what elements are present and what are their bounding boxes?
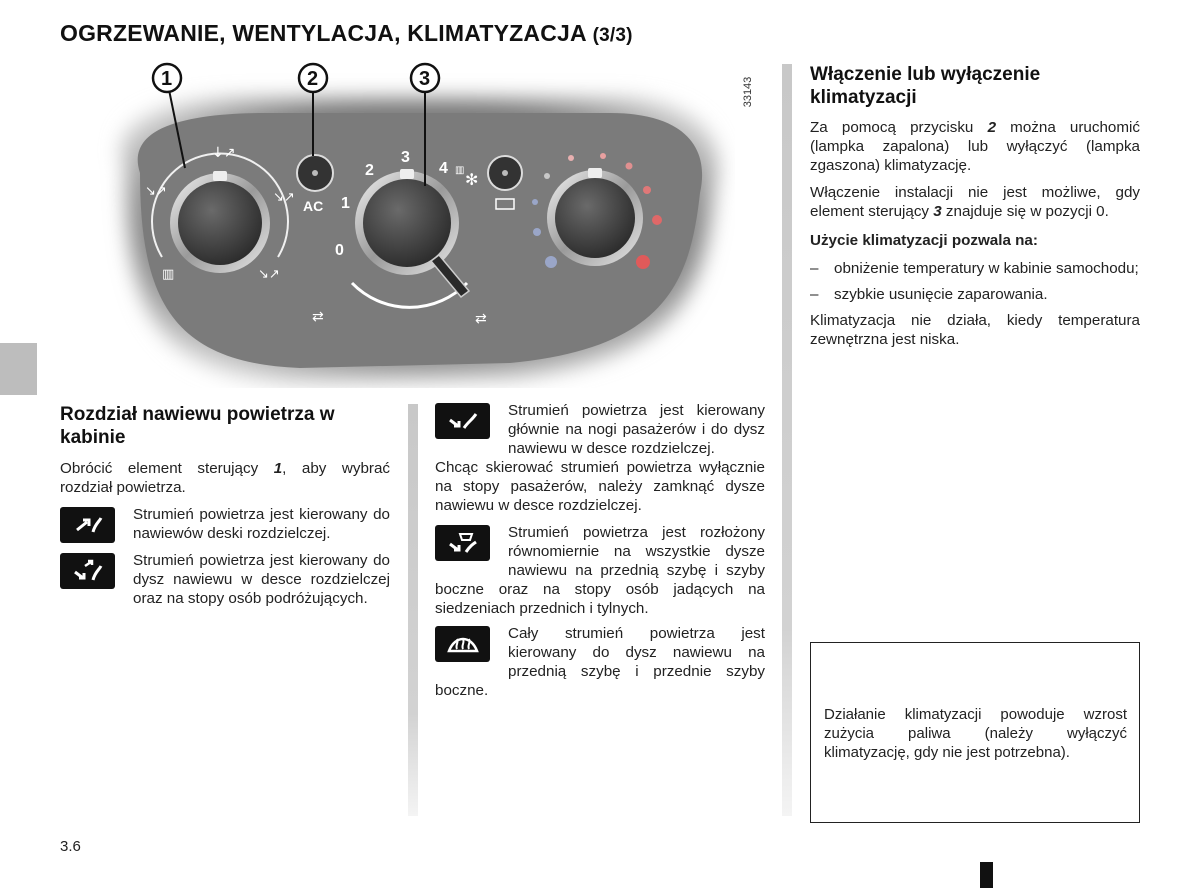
svg-text:⇄: ⇄ xyxy=(312,309,324,325)
list-item xyxy=(435,401,765,458)
list-item xyxy=(60,551,390,608)
callout-1-label: 1 xyxy=(161,68,173,90)
vent-feet-text: Strumień powietrza jest kierowany głównie na nogi pasażerów i do dysz nawiewu w desce rozdzielczej. xyxy=(508,402,765,457)
svg-text:↘↗: ↘↗ xyxy=(258,267,280,282)
list-item xyxy=(810,285,1140,304)
callout-3-label: 3 xyxy=(419,68,431,90)
page-number: 3.6 xyxy=(60,838,81,855)
callout-3 xyxy=(411,64,439,92)
vent-face-text: Strumień powietrza jest kierowany do nawiewów deski rozdzielczej. xyxy=(133,506,390,542)
svg-text:↘↗: ↘↗ xyxy=(145,184,167,199)
list-item xyxy=(810,259,1140,278)
climate-control-panel-illustration xyxy=(95,58,735,388)
bullet-dash: – xyxy=(810,286,819,303)
fan-speed-1: 1 xyxy=(341,195,350,212)
vent-face-feet-text: Strumień powietrza jest kierowany do dysz nawiewu w desce rozdzielczej oraz na stopy osób podróżujących. xyxy=(133,552,390,607)
callout-2-label: 2 xyxy=(307,68,319,90)
fan-speed-3: 3 xyxy=(401,149,410,166)
ref-control-2: 2 xyxy=(987,119,997,136)
chapter-side-tab xyxy=(0,343,37,395)
fuel-consumption-note xyxy=(810,642,1140,823)
svg-text:↘↗: ↘↗ xyxy=(273,190,295,205)
vent-windshield-feet-text: Strumień powietrza jest rozłożony równomiernie na wszystkie dysze nawiewu na przednią szybę i szyby boczne oraz na stopy osób jadących na siedzeniach przednich i tylnych. xyxy=(435,524,765,617)
corner-mark xyxy=(980,862,993,888)
fan-speed-0: 0 xyxy=(335,242,344,259)
ac-uses-subheading: Użycie klimatyzacji pozwala na: xyxy=(810,232,1038,249)
fan-speed-2: 2 xyxy=(365,162,374,179)
ref-control-1: 1 xyxy=(273,460,283,477)
figure-code-text: 33143 xyxy=(742,76,754,108)
fan-speed-4: 4 xyxy=(439,160,448,177)
vent-feet-icon xyxy=(435,403,490,439)
fuel-consumption-note-text: Działanie klimatyzacji powoduje wzrost zużycia paliwa (należy wyłączyć klimatyzację, gdy nie jest potrzebna). xyxy=(824,706,1127,761)
callout-1 xyxy=(153,64,181,92)
page-title-part: (3/3) xyxy=(592,25,633,46)
vent-windshield-feet-icon xyxy=(435,525,490,561)
ac-switch-paragraph: Za pomocą przycisku 2 można uruchomić (lampka zapalona) lub wyłączyć (lampka zgaszona) klimatyzację. xyxy=(810,119,1140,174)
feet-only-note: Chcąc skierować strumień powietrza wyłącznie na stopy pasażerów, należy zamknąć dysze nawiewu w desce rozdzielczej. xyxy=(435,459,765,514)
defrost-windshield-icon xyxy=(435,626,490,662)
figure-code xyxy=(742,68,754,118)
list-item xyxy=(60,505,390,545)
svg-text:⇄: ⇄ xyxy=(475,311,487,327)
column-air-modes xyxy=(435,401,765,706)
column-divider-left xyxy=(408,404,418,816)
page-title-text: OGRZEWANIE, WENTYLACJA, KLIMATYZACJA xyxy=(60,20,586,46)
page-title xyxy=(60,20,633,47)
ac-low-temp-paragraph: Klimatyzacja nie działa, kiedy temperatura zewnętrzna jest niska. xyxy=(810,312,1140,348)
bullet-text: obniżenie temperatury w kabinie samochodu; xyxy=(834,260,1139,277)
ac-heading: Włączenie lub wyłączenie klimatyzacji xyxy=(810,64,1041,108)
svg-text:▥: ▥ xyxy=(162,267,175,282)
column-air-conditioning xyxy=(810,63,1140,349)
defrost-windshield-text: Cały strumień powietrza jest kierowany do dysz nawiewu na przednią szybę i przednie szyby boczne. xyxy=(435,625,765,699)
ac-label: AC xyxy=(303,198,324,214)
list-item xyxy=(435,523,765,618)
callout-2 xyxy=(299,64,327,92)
bullet-dash: – xyxy=(810,260,819,277)
list-item xyxy=(435,624,765,700)
ref-control-3: 3 xyxy=(933,203,942,220)
air-distribution-intro: Obrócić element sterujący 1, aby wybrać rozdział powietrza. xyxy=(60,460,390,496)
column-divider-right xyxy=(782,64,792,816)
vent-face-icon xyxy=(60,507,115,543)
vent-face-feet-icon xyxy=(60,553,115,589)
air-distribution-heading: Rozdział nawiewu powietrza w kabinie xyxy=(60,404,335,448)
svg-text:▥: ▥ xyxy=(455,165,465,176)
column-air-distribution xyxy=(60,403,390,614)
fan-icon: ✻ xyxy=(465,170,479,189)
ac-position-paragraph: Włączenie instalacji nie jest możliwe, gdy element sterujący 3 znajduje się w pozycji 0. xyxy=(810,184,1140,220)
svg-text:↓↗: ↓↗ xyxy=(212,145,236,161)
bullet-text: szybkie usunięcie zaparowania. xyxy=(834,286,1048,303)
